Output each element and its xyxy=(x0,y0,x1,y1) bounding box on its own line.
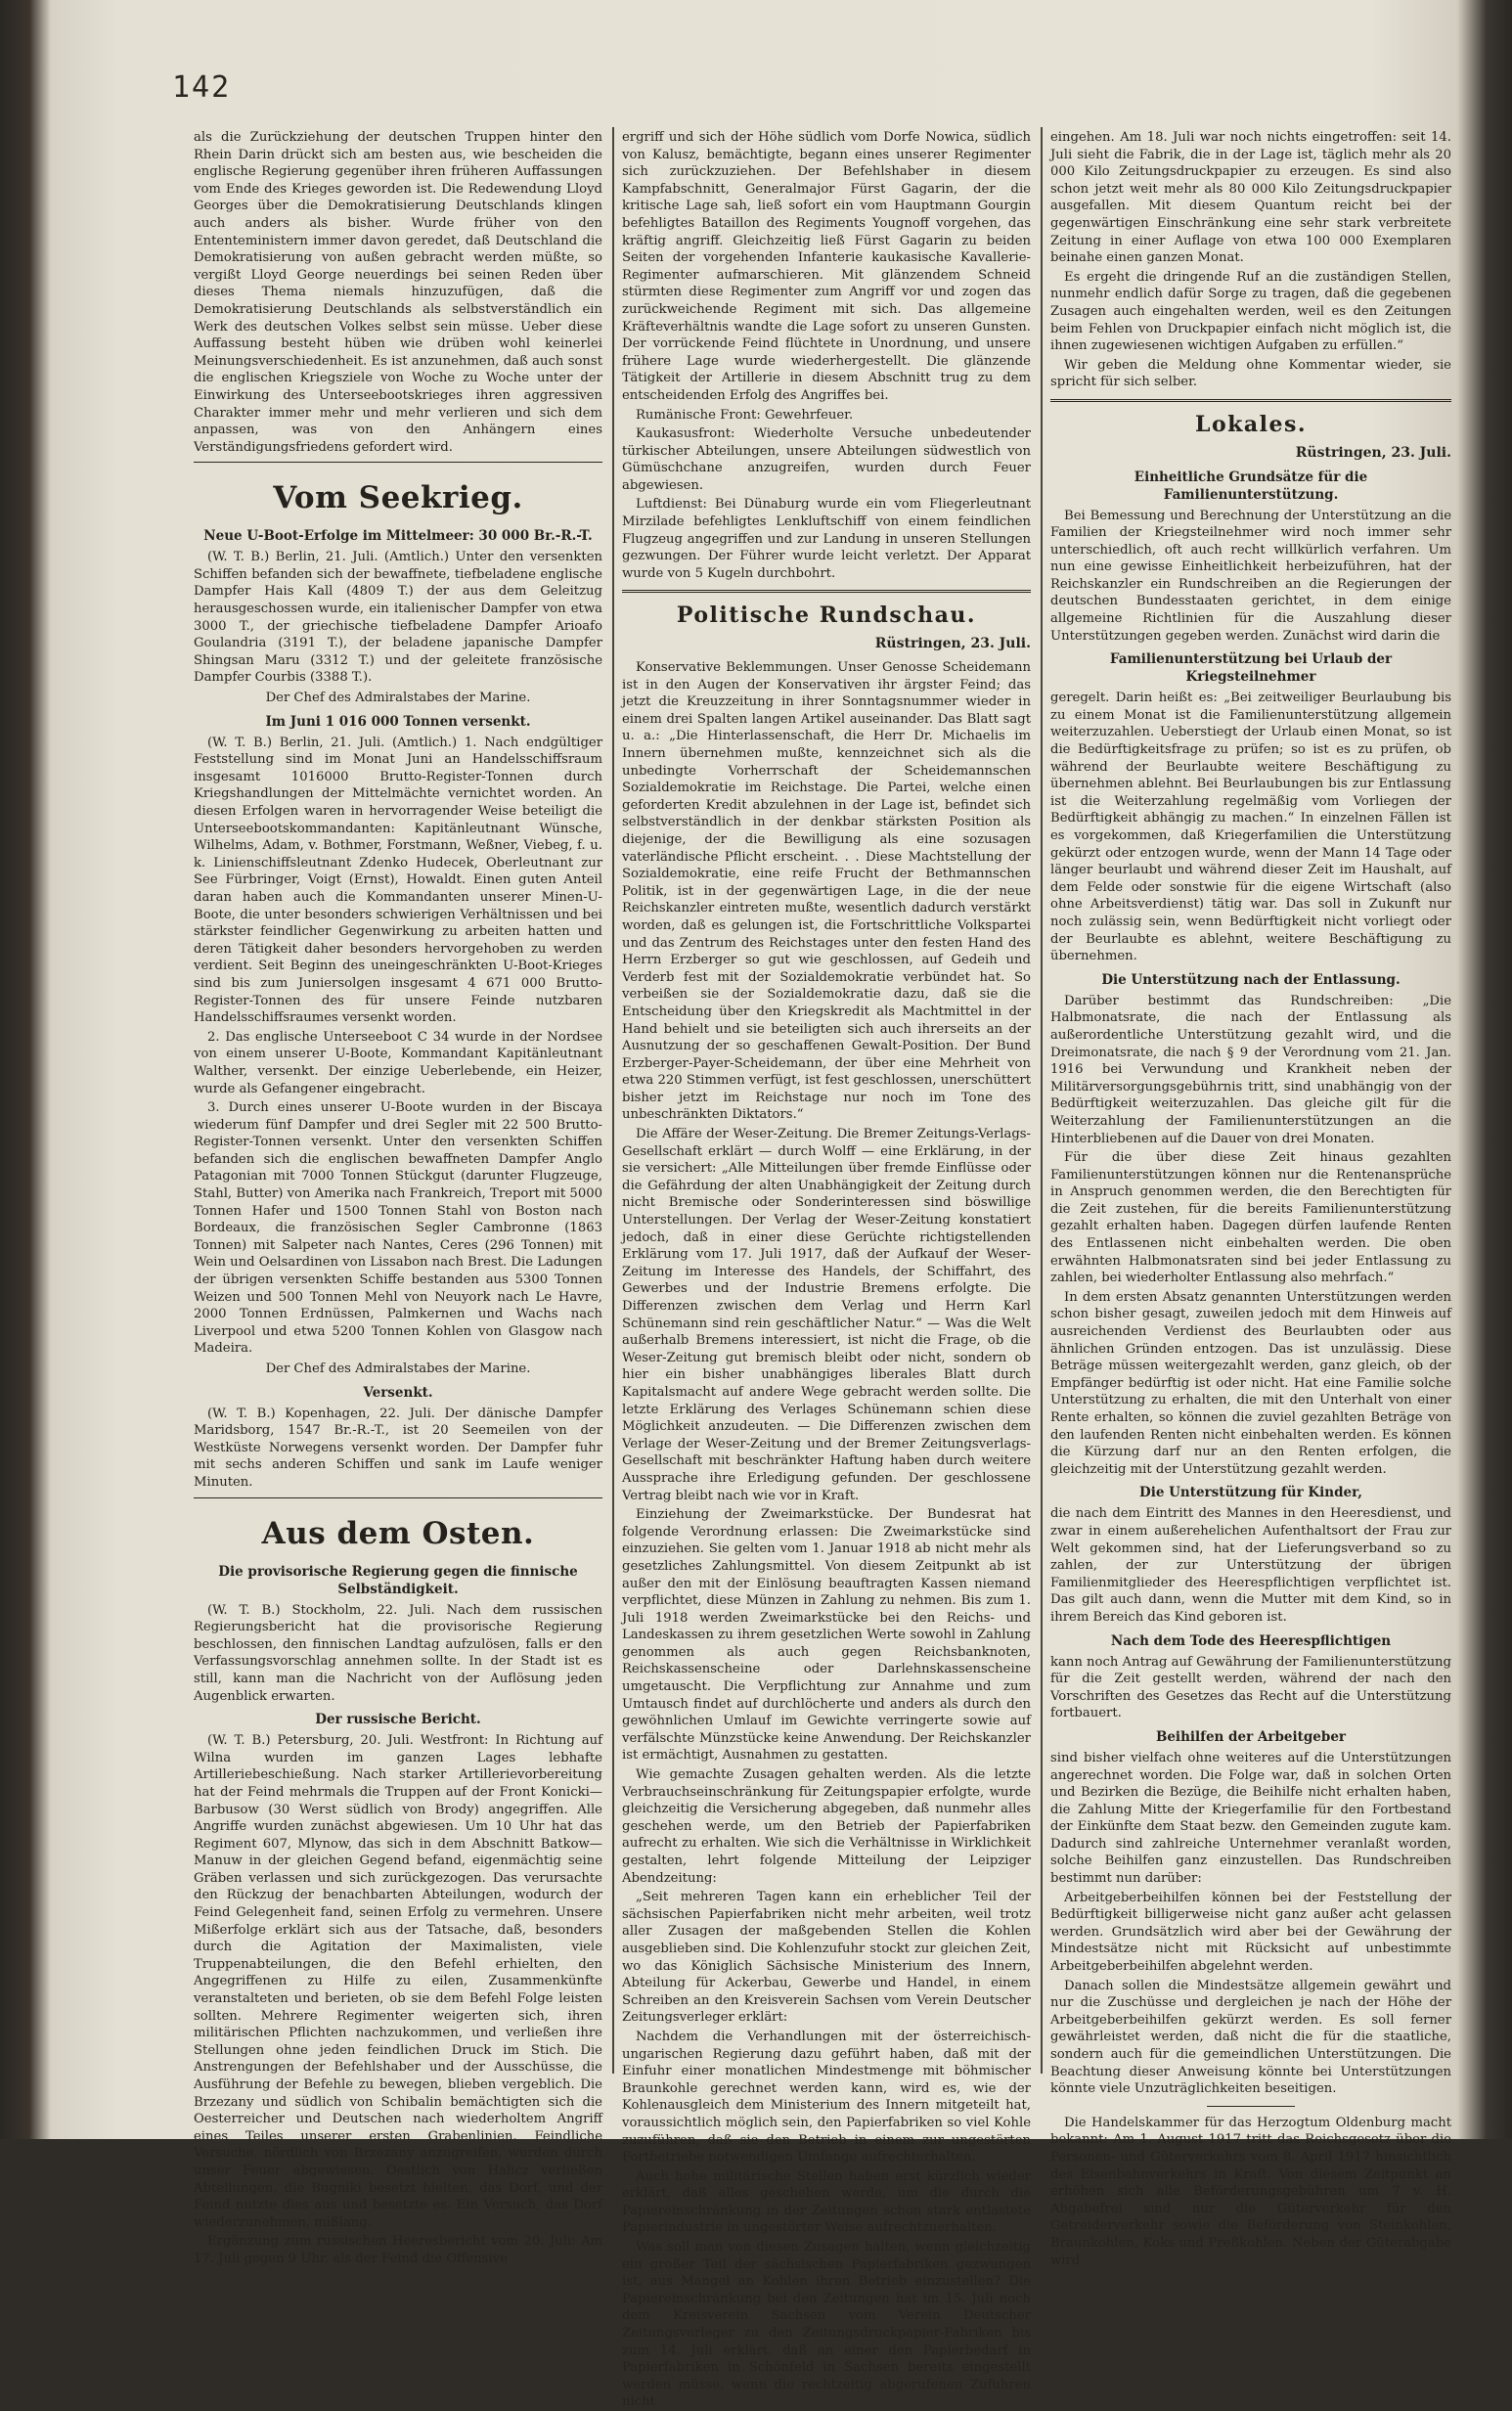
paragraph: In dem ersten Absatz genannten Unterstützungen werden schon bisher gesagt, zuweilen jedoch mit dem Hinweis auf ausreichenden Verdienst des Beurlaubten oder aus ähnlichen Gründen entzogen. Das ist unzulässig. Diese Beträge müssen weitergezahlt werden, ganz gleich, ob der Empfänger bedürftig ist oder nicht. Hat eine Familie solche Unterstützung zu erhalten, die mit den Unterhalt von einer Rente erhalten, so können die zuviel gezahlten Beträge von den laufenden Renten nicht einbehalten werden. Es können die Kürzung darf nur an den Renten erfolgen, die gleichzeitig mit der Unterstützung gezahlt werden. xyxy=(1050,1289,1451,1477)
divider xyxy=(194,1497,602,1498)
subheading: Der russische Bericht. xyxy=(315,1712,481,1728)
subheading: Einheitliche Grundsätze für die Familienunterstützung. xyxy=(1134,469,1368,503)
paragraph: Auch hohe militärische Stellen haben erst kürzlich wieder erklärt, daß alles geschehen werde, um die durch die Papiereinschränkung in der Zeitungen schon stark entlastete Papierindustrie in ungestörter Weise aufrechtzuerhalten. xyxy=(622,2168,1031,2236)
column-divider xyxy=(612,127,614,2074)
subheading: Die Unterstützung nach der Entlassung. xyxy=(1101,971,1401,988)
paragraph: Bei Bemessung und Berechnung der Unterstützung an die Familien der Kriegsteilnehmer wird noch immer sehr unterschiedlich, oft auch recht willkürlich verfahren. Um nun eine gewisse Einheitlichkeit herbeizuführen, hat der Reichskanzler ein Rundschreiben an die Regierungen der deutschen Bundesstaaten gerichtet, in dem einige allgemeine Richtlinien für die Auszahlung dieser Unterstützungen gegeben werden. Zunächst wird darin die xyxy=(1050,508,1451,644)
paragraph: (W. T. B.) Petersburg, 20. Juli. Westfront: In Richtung auf Wilna wurden im ganzen Lages lebhafte Artilleriebeschießung. Nach starker Artillerievorbereitung hat der Feind mehrmals die Truppen auf der Front Konicki—Barbusow (30 Werst südlich von Brody) angegriffen. Alle Angriffe wurden zunächst abgewiesen. Um 10 Uhr hat das Regiment 607, Mlynow, das sich in dem Abschnitt Batkow—Manuw in der gleichen Gegend befand, eigenmächtig seine Gräben verlassen und sich zurückgezogen. Das verursachte den Rückzug der benachbarten Abteilungen, wodurch der Feind Gelegenheit fand, seinen Erfolg zu vermehren. Unsere Mißerfolge erklärt sich aus der Tatsache, daß, besonders durch die Agitation der Maximalisten, viele Truppenabteilungen, die den Befehl erhielten, den Angegriffenen zu Hilfe zu eilen, Zusammenkünfte veranstalteten und berieten, ob sie dem Befehl Folge leisten sollten. Mehrere Regimenter weigerten sich, ihren militärischen Pflichten nachzukommen, und verließen ihre Stellungen ohne jeden feindlichen Druck im Stich. Die Anstrengungen der Befehlshaber und der Ausschüsse, die Ausführung der Befehle zu bewegen, blieben vergeblich. Die Brzezany und südlich von Schibalin bemächtigten sich die Oesterreicher und Deutschen nach wiederholtem Angriff eines Teiles unserer ersten Grabenlinien. Feindliche Versuche, nördlich von Brzezany anzugreifen, wurden durch unser Feuer abgewiesen. Oestlich von Halicz verließen Abteilungen, die Bugniki besetzt hielten, das Dorf, und der Feind nutzte dies aus und besetzte es. Ein Versuch, das Dorf wiederzunehmen, mißlang. xyxy=(194,1733,602,2230)
subheading: Die Unterstützung für Kinder, xyxy=(1139,1485,1362,1501)
paragraph: Konservative Beklemmungen. Unser Genosse Scheidemann ist in den Augen der Konservativen ihr ärgster Feind; das jetzt die Kreuzzeitung in ihrer Sonntagsnummer wieder in einem drei Spalten langen Artikel auseinander. Das Blatt sagt u. a.: „Die Hinterlassenschaft, die Herr Dr. Michaelis im Innern übernehmen mußte, kennzeichnet sich als die unbedingte Vorherrschaft der Scheidemannschen Sozialdemokratie im Reichstage. Die Partei, welche einen geforderten Kredit abzulehnen in der Lage ist, befindet sich selbstverständlich in der denkbar stärksten Position als diejenige, der die Bewilligung als eine sozusagen vaterländische Pflicht erscheint. . . Diese Machtstellung der Sozialdemokratie, eine reife Frucht der Bethmannschen Politik, ist in der gegenwärtigen Lage, in die der neue Reichskanzler eintreten mußte, wesentlich dadurch verstärkt worden, daß es gelungen ist, die Fortschrittliche Volkspartei und das Zentrum des Reichstages unter den festen Hand des Herrn Erzberger so gut wie geschlossen, auf Gedeih und Verderb fest mit der Sozialdemokratie verbündet hat. So verbeißen sie der Sozialdemokratie dazu, daß sie die Entscheidung über den Kriegskredit als Machtmittel in der Hand behielt und sie beteiligten sich auch ihrerseits an der Ausnutzung der so geschaffenen Gewalt-Position. Der Bund Erzberger-Payer-Scheidemann, der über eine Mehrheit von etwa 220 Stimmen verfügt, ist fest geschlossen, unerschüttert bisher jetzt im Reichstage nur noch im Tone des unbeschränkten Diktators.“ xyxy=(622,660,1031,1123)
dateline: Rüstringen, 23. Juli. xyxy=(1295,444,1451,461)
paragraph: die nach dem Eintritt des Mannes in den Heeresdienst, und zwar in einem außerehelichen Aufenthaltsort der Frau zur Welt gekommen sind, hat der Lieferungsverband so zu zahlen, der zur Unterstützung der übrigen Familienmitglieder des Heerespflichtigen verpflichtet ist. Das gilt auch dann, wenn die Mutter mit dem Kind, so in ihrem Bereich das Kind geboren ist. xyxy=(1050,1506,1451,1625)
section-heading: Lokales. xyxy=(1194,411,1308,437)
subheading: Im Juni 1 016 000 Tonnen versenkt. xyxy=(265,713,531,730)
divider xyxy=(622,590,1031,593)
paragraph: als die Zurückziehung der deutschen Truppen hinter den Rhein Darin drückt sich am besten aus, wie bescheiden die englische Regierung gegenüber ihren früheren Auffassungen vom Ende des Krieges geworden ist. Die Redewendung Lloyd Georges über die Demokratisierung Deutschlands klingen auch anders als bisher. Wurde früher von den Ententeministern immer davon geredet, daß Deutschland die Demokratisierung von außen gebracht werden müßte, so vergißt Lloyd George neuerdings bei seinen Reden über dieses Thema niemals hinzuzufügen, daß die Demokratisierung Deutschlands als selbstverständlich ein Werk des deutschen Volkes selbst sein müsse. Ueber diese Auffassung besteht hüben wie drüben wohl keinerlei Meinungsverschiedenheit. Es ist anzunehmen, daß auch sonst die englischen Kriegsziele von Woche zu Woche unter der Einwirkung des Unterseebootskrieges ihren aggressiven Charakter immer mehr und mehr verlieren und sich dem anpassen, was von den Anhängern eines Verständigungsfriedens gefordert wird. xyxy=(194,130,602,455)
paragraph: Wie gemachte Zusagen gehalten werden. Als die letzte Verbrauchseinschränkung für Zeitungspapier erfolgte, wurde gleichzeitig die Versicherung abgegeben, daß nunmehr alles geschehen werde, um den Betrieb der Papierfabriken aufrecht zu erhalten. Wie sich die Verhältnisse in Wirklichkeit gestalten, lehrt folgende Mitteilung der Leipziger Abendzeitung: xyxy=(622,1767,1031,1886)
column-3 xyxy=(1050,129,1451,2268)
paragraph: Für die über diese Zeit hinaus gezahlten Familienunterstützungen können nur die Rentenansprüche in Anspruch genommen werden, die den Berechtigten für die Zeit zustehen, für die bereits Familienunterstützung gezahlt erhalten haben. Dagegen dürfen laufende Renten des Entlassenen nicht einbehalten werden. Die oben erwähnten Halbmonatsraten sind bei jeder Entlassung zu zahlen, bei wiederholter Entlassung also mehrfach.“ xyxy=(1050,1150,1451,1286)
section-heading: Politische Rundschau. xyxy=(676,603,977,629)
paragraph: 3. Durch eines unserer U-Boote wurden in der Biscaya wiederum fünf Dampfer und drei Segler mit 22 500 Brutto-Register-Tonnen versenkt. Unter den versenkten Schiffen befanden sich die englischen bewaffneten Dampfer Anglo Patagonian mit 7000 Tonnen Stückgut (darunter Flugzeuge, Stahl, Butter) von Amerika nach Frankreich, Treport mit 5000 Tonnen Hafer und 1500 Tonnen Stahl von Boston nach Bordeaux, die französischen Segler Cambronne (1863 Tonnen) mit Salpeter nach Nantes, Ceres (296 Tonnen) mit Wein und Oelsardinen von Lissabon nach Brest. Die Ladungen der übrigen versenkten Schiffe bestanden aus 5300 Tonnen Weizen und 500 Tonnen Mehl von Neuyork nach Le Havre, 2000 Tonnen Erdnüssen, Palmkernen und Wachs nach Liverpool und etwa 5200 Tonnen Kohlen von Glasgow nach Madeira. xyxy=(194,1100,602,1357)
paragraph: geregelt. Darin heißt es: „Bei zeitweiliger Beurlaubung bis zu einem Monat ist die Familienunterstützung allgemein weiterzuzahlen. Ueberstiegt der Urlaub einen Monat, so ist die Bedürftigkeitsfrage zu prüfen; so ist es zu prüfen, ob während der Beurlaubte weitere Beschäftigung zu übernehmen ablehnt. Bei Beurlaubungen bis zur Entlassung ist die Weiterzahlung regelmäßig vom Vorliegen der Bedürftigkeit abhängig zu machen.“ In einzelnen Fällen ist es vorgekommen, daß Kriegerfamilien die Unterstützung gekürzt oder entzogen wurde, wenn der Mann 14 Tage oder länger beurlaubt und während dieser Zeit im Haushalt, auf dem Felde oder sonstwie für die eigene Wirtschaft (also ohne Arbeitsverdienst) tätig war. Das soll in Zukunft nur noch zulässig sein, wenn Bedürftigkeit nicht vorliegt oder der Beurlaubte es ablehnt, weitere Beschäftigung zu übernehmen. xyxy=(1050,691,1451,964)
column-1 xyxy=(194,129,602,2266)
paragraph: Arbeitgeberbeihilfen können bei der Feststellung der Bedürftigkeit billigerweise nicht ganz außer acht gelassen werden. Grundsätzlich wird aber bei der Gewährung der Mindestsätze nicht mit Rücksicht auf unbestimmte Arbeitgeberbeihilfen abgelehnt werden. xyxy=(1050,1890,1451,1975)
paragraph: (W. T. B.) Stockholm, 22. Juli. Nach dem russischen Regierungsbericht hat die provisorische Regierung beschlossen, den finnischen Landtag aufzulösen, falls er den Verfassungsvorschlag annehmen sollte. In der Stadt ist es still, kann man die Nachricht von der Auflösung jeden Augenblick erwarten. xyxy=(194,1602,602,1704)
subheading: Neue U-Boot-Erfolge im Mittelmeer: 30 000 Br.-R.-T. xyxy=(203,528,593,545)
paragraph: Einziehung der Zweimarkstücke. Der Bundesrat hat folgende Verordnung erlassen: Die Zweimarkstücke sind einzuziehen. Sie gelten vom 1. Januar 1918 ab nicht mehr als gesetzliches Zahlungsmittel. Von diesem Zeitpunkt ab ist außer den mit der Einlösung beauftragten Kassen niemand verpflichtet, diese Münzen in Zahlung zu nehmen. Bis zum 1. Juli 1918 werden Zweimarkstücke bei den Reichs- und Landeskassen zu ihrem gesetzlichen Werte sowohl in Zahlung genommen als auch gegen Reichsbanknoten, Reichskassenscheine oder Darlehnskassenscheine umgetauscht. Die Verpflichtung zur Annahme und zum Umtausch findet auf durchlöcherte und anders als durch den gewöhnlichen Umlauf im Gewichte verringerte sowie auf verfälschte Münzstücke keine Anwendung. Der Reichskanzler ist ermächtigt, Ausnahmen zu gestatten. xyxy=(622,1507,1031,1764)
paragraph: „Seit mehreren Tagen kann ein erheblicher Teil der sächsischen Papierfabriken nicht mehr arbeiten, weil trotz aller Zusagen der maßgebenden Stellen die Kohlen ausgeblieben sind. Die Kohlenzufuhr stockt zur gleichen Zeit, wo das Königlich Sächsische Ministerium des Innern, Abteilung für Ackerbau, Gewerbe und Handel, in einem Schreiben an den Kreisverein Sachsen vom Verein Deutscher Zeitungsverleger erklärt: xyxy=(622,1890,1031,2026)
dateline: Rüstringen, 23. Juli. xyxy=(874,636,1031,652)
paragraph: Die Handelskammer für das Herzogtum Oldenburg macht bekannt: Am 1. August 1917 tritt das Reichsgesetz über die Personen- und Güterverkehrs vom 8. April 1917 hinsichtlich des Eisenbahnverkehrs in Kraft. Von diesem Zeitpunkt an erhöhen sich alle Beförderungsgebühren um 7 v. H. Abgabefrei sind nur die Güterverkehr für den Getreiderverkehr sowie die Beförderung von Steinkohlen, Braunkohlen, Koks und Preßkohlen. Neben der Güterabgabe wird xyxy=(1050,2115,1451,2268)
column-divider xyxy=(1041,127,1043,2074)
subheading: Die provisorische Regierung gegen die finnische Selbständigkeit. xyxy=(218,1563,578,1597)
paragraph: ergriff und sich der Höhe südlich vom Dorfe Nowica, südlich von Kalusz, bemächtigte, begann eines unserer Regimenter sich zurückzuziehen. Der Befehlshaber in diesem Kampfabschnitt, Generalmajor Fürst Gagarin, der die kritische Lage sah, ließ sofort ein vom Hauptmann Gourgin befehligtes Bataillon des Regiments Yougnoff vorgehen, das kräftig angriff. Gleichzeitig ließ Fürst Gagarin zu beiden Seiten der vorgehenden Infanterie kaukasische Kavallerie-Regimenter aufmarschieren. Mit glänzendem Schneid stürmten diese Regimenter zum Angriff vor und zogen das zurückweichende Regiment mit sich. Das allgemeine Kräfteverhältnis wandte die Lage sofort zu unseren Gunsten. Der vorrückende Feind flüchtete in Unordnung, und unsere frühere Lage wurde wiederhergestellt. Die glänzende Tätigkeit der Artillerie in diesem Abschnitt trug zu dem entscheidenden Erfolg des Angriffes bei. xyxy=(622,130,1031,403)
paragraph: 2. Das englische Unterseeboot C 34 wurde in der Nordsee von einem unserer U-Boote, Kommandant Kapitänleutnant Walther, versenkt. Der einzige Ueberlebende, ein Heizer, wurde als Gefangener eingebracht. xyxy=(194,1029,602,1096)
paragraph: Es ergeht die dringende Ruf an die zuständigen Stellen, nunmehr endlich dafür Sorge zu tragen, daß die gegebenen Zusagen auch eingehalten werden, weil es den Zeitungen beim Fehlen von Druckpapier einfach nicht möglich ist, die ihnen zugewiesenen wichtigen Aufgaben zu erfüllen.“ xyxy=(1050,269,1451,354)
paragraph: (W. T. B.) Kopenhagen, 22. Juli. Der dänische Dampfer Maridsborg, 1547 Br.-R.-T., ist 20 Seemeilen von der Westküste Norwegens versenkt worden. Der Dampfer fuhr mit sechs anderen Schiffen und sank im Laufe weniger Minuten. xyxy=(194,1406,602,1490)
subheading: Familienunterstützung bei Urlaub der Kriegsteilnehmer xyxy=(1109,651,1393,686)
paragraph: Die Affäre der Weser-Zeitung. Die Bremer Zeitungs-Verlags-Gesellschaft erklärt — durch Wolff — eine Erklärung, in der sie versichert: „Alle Mitteilungen über fremde Einflüsse oder die Gefährdung der alten Unabhängigkeit der Zeitung durch nicht Bremische oder Sonderinteressen sind böswillige Unterstellungen. Der Verlag der Weser-Zeitung konstatiert jedoch, daß in einer diese Gerüchte richtigstellenden Erklärung vom 17. Juli 1917, daß der Aufkauf der Weser-Zeitung im Interesse des Handels, der Schiffahrt, des Gewerbes und der Industrie Bremens erfolgte. Die Differenzen zwischen dem Verlag und Herrn Karl Schünemann sind rein geschäftlicher Natur.“ — Was die Welt außerhalb Bremens interessiert, ist nicht die Frage, ob die Weser-Zeitung gut bremisch bleibt oder nicht, sondern ob hier ein bisher unabhängiges liberales Blatt durch Kapitalsmacht auf andere Wege gebracht werden sollte. Die letzte Erklärung des Verlages Schünemann schien diese Möglichkeit anzudeuten. — Die Differenzen zwischen dem Verlage der Weser-Zeitung und der Bremer Zeitungsverlags-Gesellschaft mit beschränkter Haftung haben durch weitere Aussprache ihre Erledigung gefunden. Der geschlossene Vertrag bleibt nach wie vor in Kraft. xyxy=(622,1127,1031,1503)
subheading: Beihilfen der Arbeitgeber xyxy=(1155,1728,1347,1745)
paragraph: (W. T. B.) Berlin, 21. Juli. (Amtlich.) Unter den versenkten Schiffen befanden sich der bewaffnete, tiefbeladene englische Dampfer Hais Kall (4809 T.) der aus dem Geleitzug herausgeschossen wurde, ein italienischer Dampfer von etwa 3000 T., der griechische tiefbeladene Dampfer Arioafo Goulandria (3191 T.), der beladene japanische Dampfer Shingsan Maru (3312 T.) und der geleitete französische Dampfer Courbis (3388 T.). xyxy=(194,550,602,686)
paragraph: kann noch Antrag auf Gewährung der Familienunterstützung für die Zeit gestellt werden, während der nach den Vorschriften des Gesetzes das Recht auf die Unterstützung fortbauert. xyxy=(1050,1654,1451,1721)
section-heading: Aus dem Osten. xyxy=(261,1515,535,1551)
paragraph: Wir geben die Meldung ohne Kommentar wieder, sie spricht für sich selber. xyxy=(1050,357,1451,390)
paragraph: (W. T. B.) Berlin, 21. Juli. (Amtlich.) 1. Nach endgültiger Feststellung sind im Monat Juni an Handelsschiffsraum insgesamt 1016000 Brutto-Register-Tonnen durch Kriegshandlungen der Mittelmächte vernichtet worden. An diesen Erfolgen waren in hervorragender Weise beteiligt die Unterseebootskommandanten: Kapitänleutnant Wünsche, Wilhelms, Adam, v. Bothmer, Forstmann, Weßner, Viebeg, f. u. k. Linienschiffsleutnant Zdenko Hudecek, Oberleutnant zur See Fürbringer, Voigt (Ernst), Howaldt. Einen guten Anteil daran haben auch die Kommandanten unserer Minen-U-Boote, die unter besonders schwierigen Verhältnissen und bei stärkster feindlicher Gegenwirkung zu arbeiten hatten und deren Tätigkeit daher besonders hervorgehoben zu werden verdient. Seit Beginn des uneingeschränkten U-Boot-Krieges sind bis zum Juniersolgen insgesamt 4 671 000 Brutto-Register-Tonnen des für unsere Feinde nutzbaren Handelsschiffsraumes versenkt worden. xyxy=(194,735,602,1026)
paragraph: Kaukasusfront: Wiederholte Versuche unbedeutender türkischer Abteilungen, unsere Abteilungen südwestlich von Gümüschchane anzugreifen, wurden durch Feuer abgewiesen. xyxy=(622,426,1031,493)
paragraph: sind bisher vielfach ohne weiteres auf die Unterstützungen angerechnet worden. Die Folge war, daß in solchen Orten und Bezirken die Bezüge, die Beihilfe nicht erhalten haben, die Zahlung Mitte der Kriegerfamilie für den Fortbestand der Einkünfte dem Staat bezw. den Gemeinden zugute kam. Dadurch sind zahlreiche Unternehmer veranlaßt worden, solche Beihilfen ganz einzustellen. Das Rundschreiben bestimmt nun darüber: xyxy=(1050,1750,1451,1887)
paragraph: Darüber bestimmt das Rundschreiben: „Die Halbmonatsrate, die nach der Entlassung als außerordentliche Unterstützung gezahlt wird, und die Dreimonatsrate, die nach § 9 der Verordnung vom 21. Jan. 1916 bei Verwundung und Krankheit neben der Militärversorgungsgebührnis tritt, sind unabhängig von der Bedürftigkeit weiterzuzahlen. Das gleiche gilt für die Weiterzahlung der Familienunterstützungen an die Hinterbliebenen auf die Dauer von drei Monaten. xyxy=(1050,993,1451,1146)
column-2 xyxy=(622,129,1031,2410)
paragraph: Was soll man von diesen Zusagen halten, wenn gleichzeitig ein großer Teil der sächsischen Papierfabriken gezwungen ist, aus Mangel an Kohlen ihren Betrieb einzustellen? Die Papiereinschränkung bei den Zeitungen hat im 15. Juli noch dem Kreisverein Sachsen vom Verein Deutscher Zeitungsverleger zu den Zeitungsdruckpapier-Fabriken bis zum 14. Juli erklärt, daß an einer den Papierbedarf in Papierfabriken in Schönfeld in Sachsen bereits eingestellt werden müsse, wenn die rechtzeitig abgerufenen Zufuhren nicht xyxy=(622,2240,1031,2410)
divider xyxy=(1050,399,1451,402)
paragraph: Nachdem die Verhandlungen mit der österreichisch-ungarischen Regierung dazu geführt haben, daß mit der Einfuhr einer monatlichen Mindestmenge mit böhmischer Braunkohle gerechnet werden kann, wird es, wie der Kohlenausgleich dem Ministerium des Innern mitgeteilt hat, voraussichtlich möglich sein, den Papierfabriken so viel Kohle zuzuführen, daß sie den Betrieb in einem zur ungestörten Fortbetriebe notwendigen Umfange aufrechterhalten. xyxy=(622,2029,1031,2165)
signature: Der Chef des Admiralstabes der Marine. xyxy=(265,1362,531,1376)
paragraph: Ergänzung zum russischen Heeresbericht vom 20. Juli: Am 17. Juli gegen 9 Uhr, als der Feind die Offensive xyxy=(194,2234,602,2266)
subheading: Versenkt. xyxy=(363,1384,433,1401)
paragraph: eingehen. Am 18. Juli war noch nichts eingetroffen: seit 14. Juli sieht die Fabrik, die in der Lage ist, täglich mehr als 20 000 Kilo Zeitungsdruckpapier zu erzeugen. Es sind also schon jetzt weit mehr als 80 000 Kilo Zeitungsdruckpapier ausgefallen. Mit diesem Quantum reicht bei der gegenwärtigen Einschränkung eine sehr stark verbreitete Zeitung in einer Auflage von etwa 100 000 Exemplaren beinahe einen ganzen Monat. xyxy=(1050,130,1451,266)
signature: Der Chef des Admiralstabes der Marine. xyxy=(265,691,531,706)
paragraph: Rumänische Front: Gewehrfeuer. xyxy=(636,407,854,423)
paragraph: Danach sollen die Mindestsätze allgemein gewährt und nur die Zuschüsse und dergleichen je nach der Höhe der Arbeitgeberbeihilfen gekürzt werden. Es soll ferner gewährleistet werden, daß nicht die für die staatliche, sondern auch für die gemeindlichen Unterstützungen. Die Beachtung dieser Anweisung könnte bei Unterstützungen könnte viele Unzuträglichkeiten beseitigen. xyxy=(1050,1978,1451,2097)
divider xyxy=(1207,2106,1295,2107)
divider xyxy=(194,462,602,463)
page-number: 142 xyxy=(172,70,232,105)
subheading: Nach dem Tode des Heerespflichtigen xyxy=(1110,1632,1392,1649)
paragraph: Luftdienst: Bei Dünaburg wurde ein vom Fliegerleutnant Mirzilade befehligtes Lenkluftschiff von einem feindlichen Flugzeug angegriffen und zur Landung in unseren Stellungen gezwungen. Der Führer wurde leicht verletzt. Der Apparat wurde von 5 Kugeln durchbohrt. xyxy=(622,497,1031,581)
section-heading: Vom Seekrieg. xyxy=(273,480,523,516)
